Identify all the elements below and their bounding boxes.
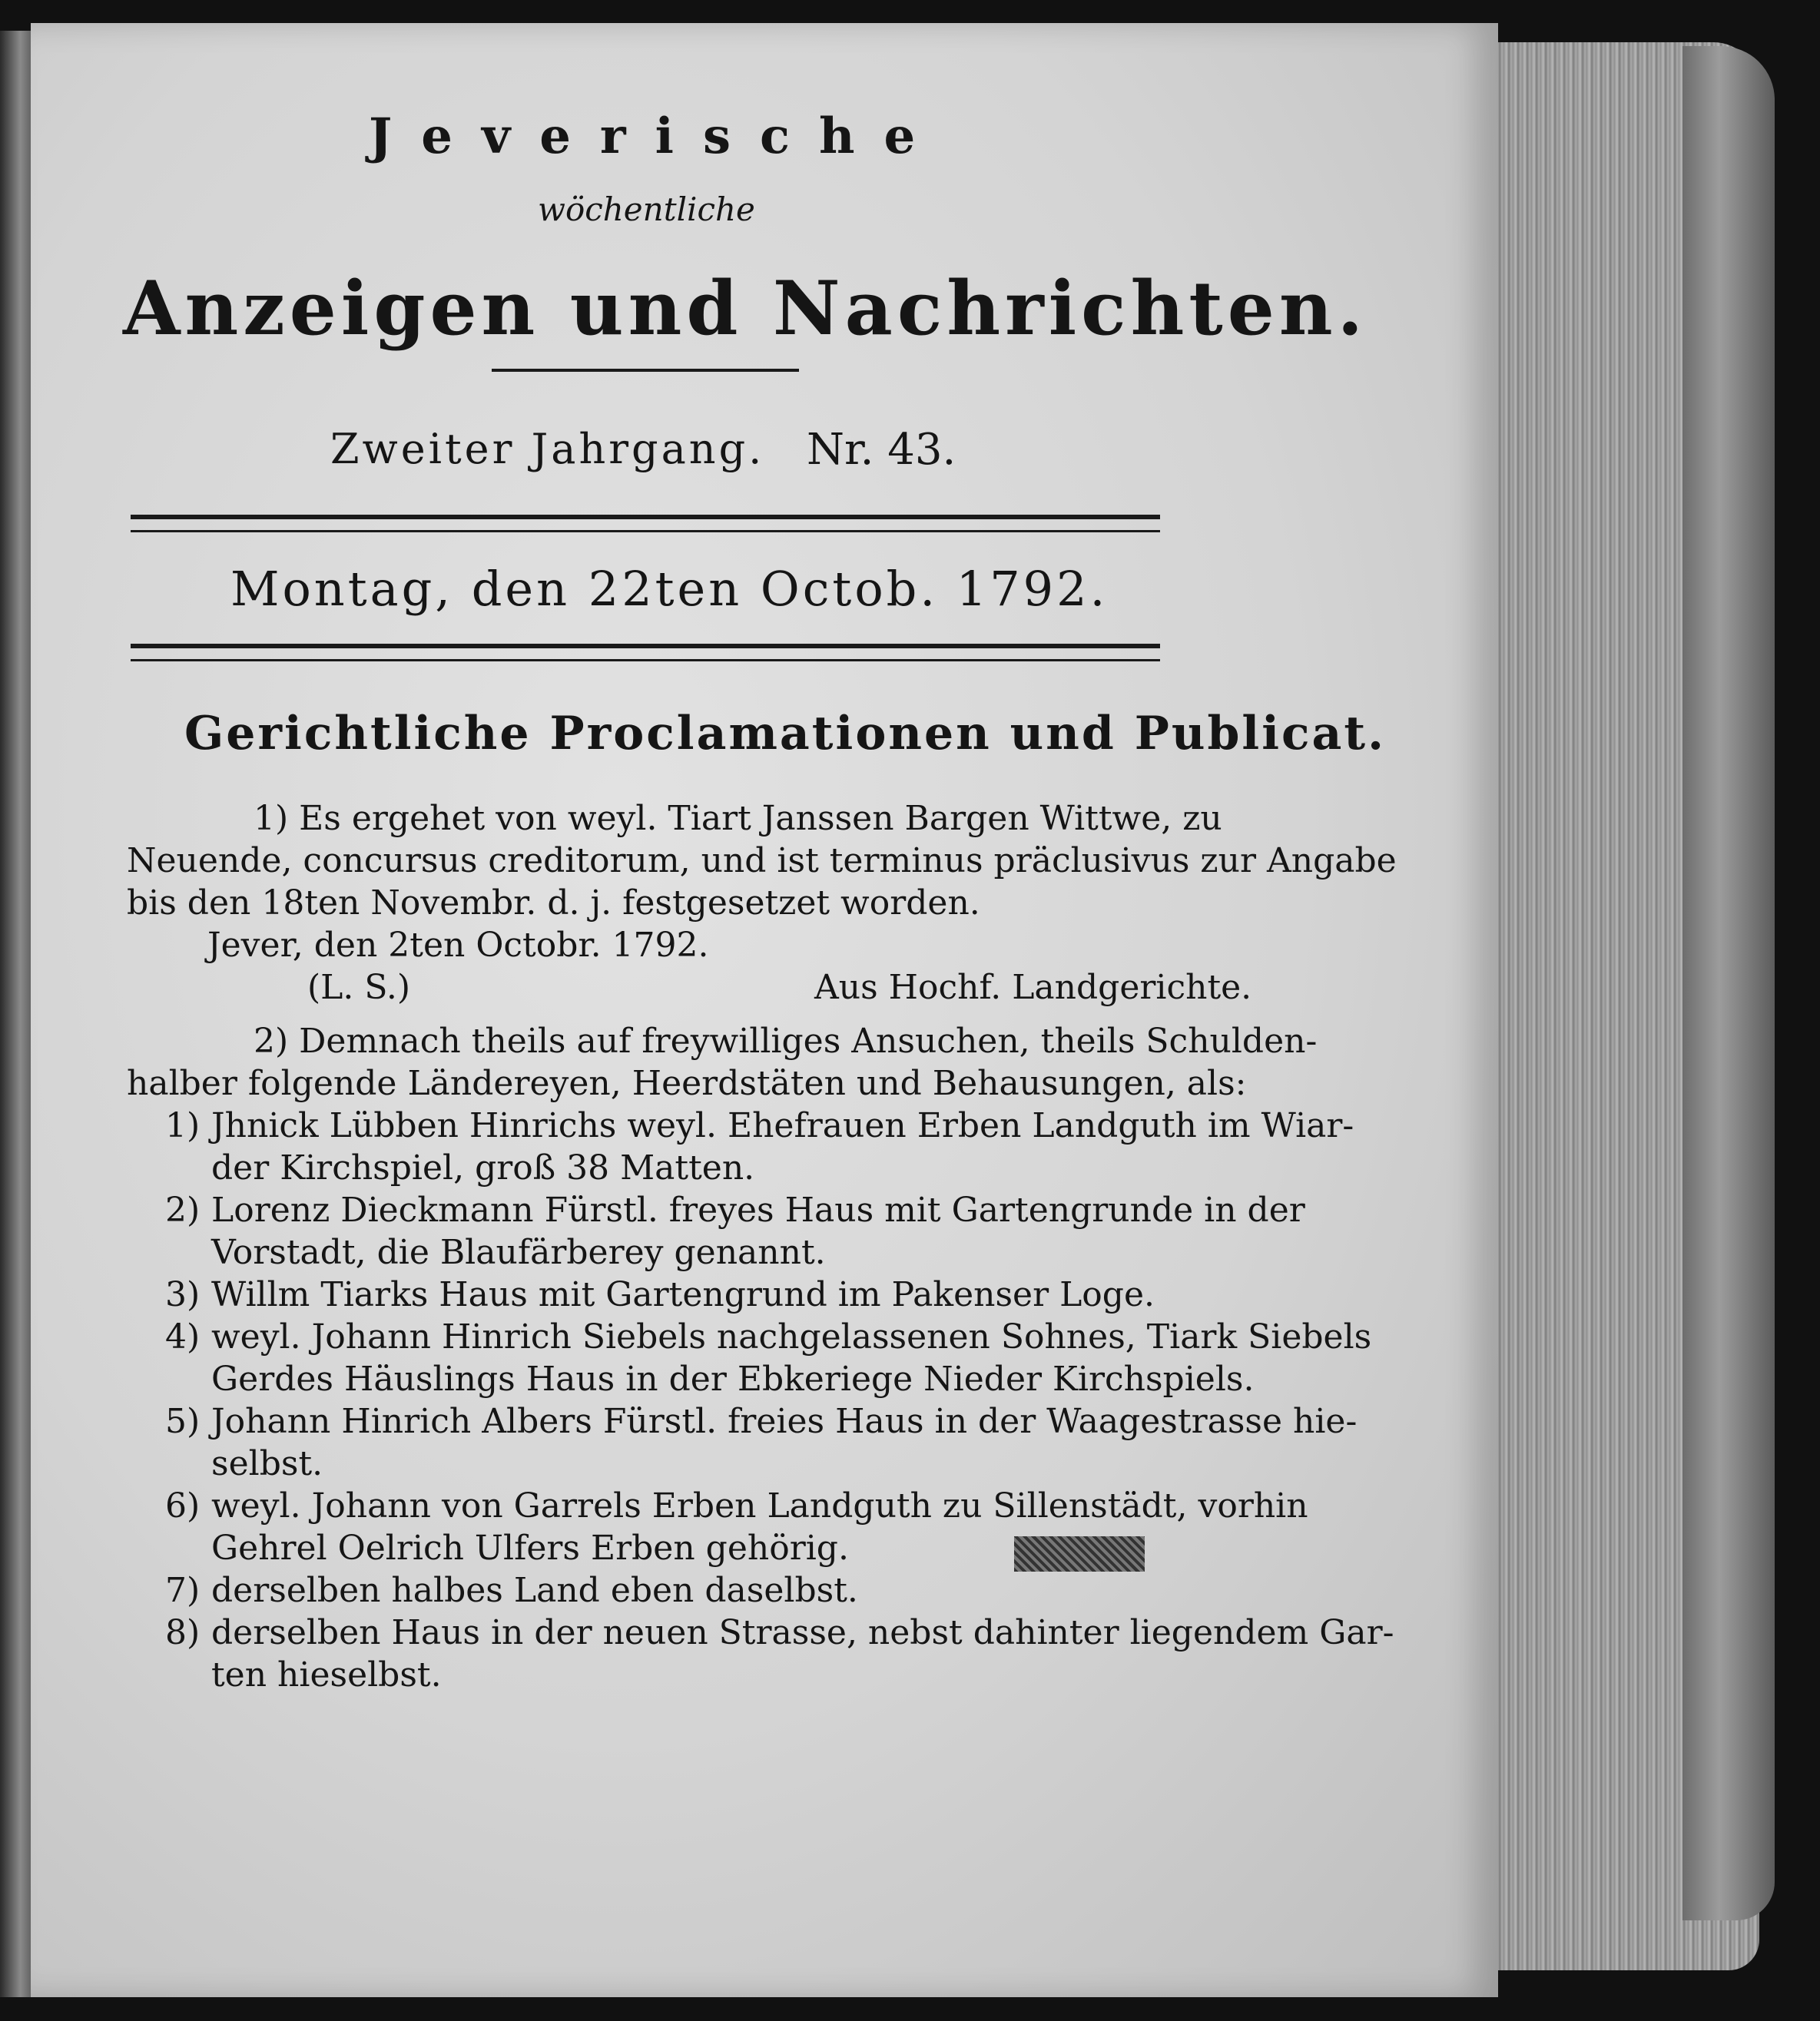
item-number: 7) [165,1571,201,1610]
item-line: Willm Tiarks Haus mit Gartengrund im Pakenser Loge. [211,1275,1155,1314]
item-line: Gerdes Häuslings Haus in der Ebkeriege Nieder Kirchspiels. [211,1360,1255,1399]
notice1-place-date: Jever, den 2ten Octobr. 1792. [207,926,709,965]
masthead-title-main: Anzeigen und Nachrichten. [123,265,1368,352]
masthead-short-rule [492,369,799,372]
year-line: Zweiter Jahrgang. [330,425,765,473]
notice1-line: Neuende, concursus creditorum, und ist terminus präclusivus zur Angabe [127,841,1397,880]
item-line: Vorstadt, die Blaufärberey genannt. [211,1233,826,1272]
notice1-signature: Aus Hochf. Landgerichte. [814,968,1252,1007]
notice2-intro-line: halber folgende Ländereyen, Heerdstäten und Behausungen, als: [127,1064,1247,1103]
item-line: derselben halbes Land eben daselbst. [211,1571,858,1610]
masthead-subtitle: wöchentliche [538,191,755,228]
item-number: 6) [165,1486,201,1526]
notice2-intro-line: 2) Demnach theils auf freywilliges Ansuchen, theils Schulden- [254,1022,1318,1061]
item-line: derselben Haus in der neuen Strasse, nebst dahinter liegendem Gar- [211,1613,1394,1652]
item-line: weyl. Johann von Garrels Erben Landguth zu Sillenstädt, vorhin [211,1486,1308,1526]
notice1-line: 1) Es ergehet von weyl. Tiart Janssen Bargen Wittwe, zu [254,799,1222,838]
item-line: Johann Hinrich Albers Fürstl. freies Haus in der Waagestrasse hie- [211,1402,1358,1441]
item-line: selbst. [211,1444,323,1483]
issue-date-line: Montag, den 22ten Octob. 1792. [230,561,1109,617]
section-heading: Gerichtliche Proclamationen und Publicat. [184,707,1387,760]
item-line: Lorenz Dieckmann Fürstl. freyes Haus mit Gartengrunde in der [211,1191,1305,1230]
issue-number: Nr. 43. [807,425,956,475]
item-line: Jhnick Lübben Hinrichs weyl. Ehefrauen Erben Landguth im Wiar- [211,1106,1354,1145]
item-number: 5) [165,1402,201,1441]
masthead-title-top: Jeverische [369,108,945,165]
item-number: 2) [165,1191,201,1230]
item-number: 1) [165,1106,201,1145]
header-rule-top-thin [131,530,1160,532]
header-rule-bottom-thin [131,659,1160,661]
item-line: Gehrel Oelrich Ulfers Erben gehörig. [211,1529,849,1568]
header-rule-top [131,515,1160,519]
item-line: weyl. Johann Hinrich Siebels nachgelassenen Sohnes, Tiark Siebels [211,1317,1372,1357]
notice1-line: bis den 18ten Novembr. d. j. festgesetzet worden. [127,883,980,923]
notice1-seal: (L. S.) [307,968,411,1007]
item-line: der Kirchspiel, groß 38 Matten. [211,1148,755,1188]
item-number: 3) [165,1275,201,1314]
header-rule-bottom [131,644,1160,648]
item-number: 4) [165,1317,201,1357]
item-number: 8) [165,1613,201,1652]
ink-smudge [1014,1536,1145,1572]
item-line: ten hieselbst. [211,1655,442,1695]
